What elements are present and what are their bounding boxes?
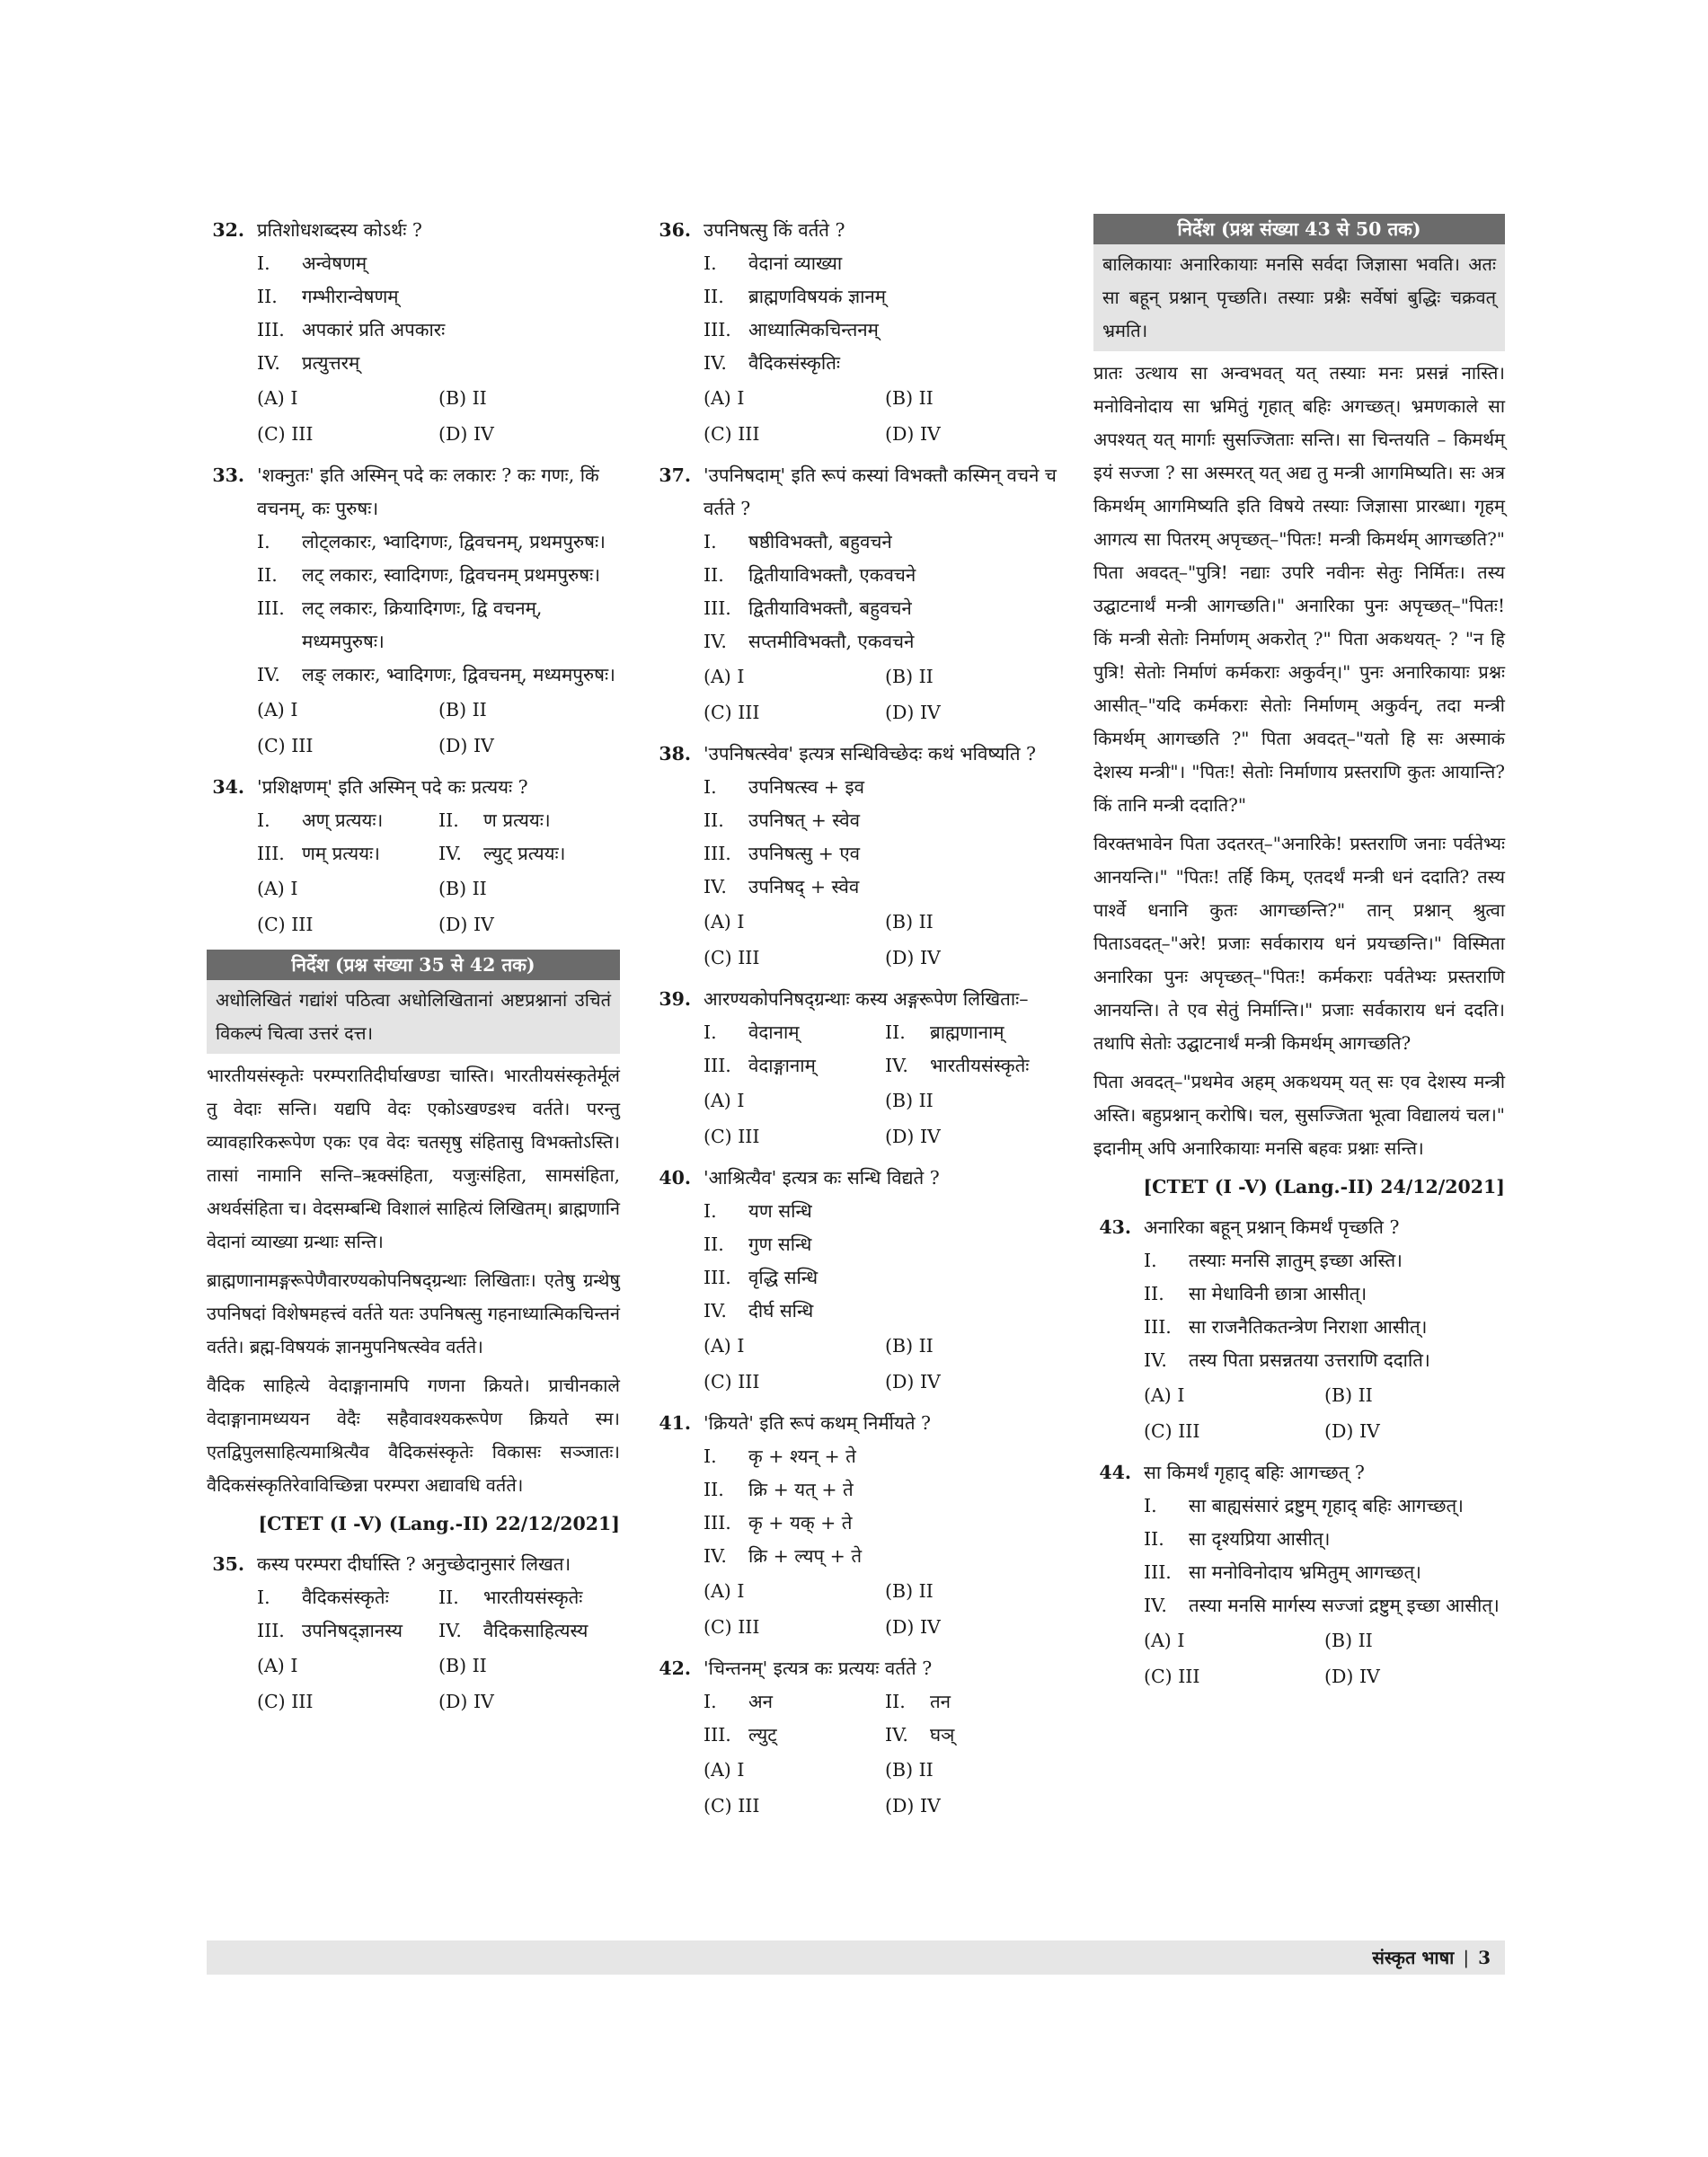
item-numeral: II.	[1144, 1283, 1164, 1304]
question-text: प्रतिशोधशब्दस्य कोऽर्थः ?	[257, 219, 422, 241]
item-numeral: I.	[704, 1445, 717, 1467]
item-text: सप्तमीविभक्तौ, एकवचने	[748, 631, 915, 652]
item-numeral: IV.	[885, 1724, 908, 1746]
item-numeral: III.	[704, 1267, 731, 1288]
item-text: गुण सन्धि	[748, 1233, 812, 1255]
item-numeral: III.	[704, 319, 731, 340]
item-text: ण प्रत्ययः।	[483, 809, 551, 831]
question-text: 'प्रशिक्षणम्' इति अस्मिन् पदे कः प्रत्ययः ?	[257, 776, 528, 798]
option-a: (A) I	[704, 1759, 745, 1781]
question-text: उपनिषत्सु किं वर्तते ?	[704, 219, 845, 241]
item-text: सा मनोविनोदाय भ्रमितुम् आगच्छत्।	[1189, 1561, 1421, 1583]
option-b: (B) II	[885, 666, 934, 687]
option-a: (A) I	[704, 911, 745, 933]
question-text: 'क्रियते' इति रूपं कथम् निर्मीयते ?	[704, 1412, 932, 1434]
item-numeral: II.	[704, 1233, 724, 1255]
question-text: आरण्यकोपनिषद्ग्रन्थाः कस्य अङ्गरूपेण लिखिताः–	[704, 988, 1029, 1010]
item-numeral: I.	[257, 1587, 270, 1608]
item-numeral: I.	[1144, 1495, 1157, 1516]
question-38	[653, 738, 1066, 976]
item-numeral: I.	[257, 809, 270, 831]
option-c: (C) III	[257, 735, 314, 756]
question-36	[653, 214, 1066, 452]
question-text: 'चिन्तनम्' इत्यत्र कः प्रत्ययः वर्तते ?	[704, 1658, 933, 1679]
option-d: (D) IV	[885, 423, 941, 445]
item-text: षष्ठीविभक्तौ, बहुवचने	[748, 531, 892, 553]
passage-paragraph: पिता अवदत्–"प्रथमेव अहम् अकथयम् यत् सः एव देशस्य मन्त्री अस्ति। बहुप्रश्नान् करोषि। चल, सुसज्जिता भूत्वा विद्यालयं चल।" इदानीम् अपि अनारिकायाः मनसि बहवः प्रश्नाः सन्ति।	[1093, 1071, 1505, 1159]
item-numeral: II.	[257, 286, 278, 307]
item-text: तस्य पिता प्रसन्नतया उत्तराणि ददाति।	[1189, 1349, 1430, 1371]
item-text: ल्युट्	[748, 1724, 777, 1746]
item-text: तन	[930, 1691, 951, 1712]
direction-body: बालिकायाः अनारिकायाः मनसि सर्वदा जिज्ञासा भवति। अतः सा बहून् प्रश्नान् पृच्छति। तस्याः प्रश्नैः सर्वेषां बुद्धिः चक्रवत् भ्रमति।	[1093, 244, 1505, 351]
item-text: वेदानां व्याख्या	[748, 252, 843, 274]
option-b: (B) II	[885, 1580, 934, 1602]
column-1	[207, 214, 620, 1727]
question-text: कस्य परम्परा दीर्घास्ति ? अनुच्छेदानुसारं लिखत।	[257, 1553, 571, 1575]
item-numeral: II.	[885, 1691, 906, 1712]
item-numeral: II.	[885, 1021, 906, 1043]
question-37	[653, 459, 1066, 730]
item-numeral: III.	[704, 843, 731, 864]
item-numeral: I.	[704, 1691, 717, 1712]
item-numeral: I.	[704, 1200, 717, 1222]
option-a: (A) I	[1144, 1384, 1185, 1406]
option-b: (B) II	[438, 387, 487, 409]
option-c: (C) III	[1144, 1666, 1200, 1687]
option-b: (B) II	[1324, 1384, 1373, 1406]
question-text: अनारिका बहून् प्रश्नान् किमर्थं पृच्छति ?	[1144, 1216, 1400, 1238]
option-d: (D) IV	[885, 1126, 941, 1147]
item-text: अण् प्रत्ययः।	[302, 809, 384, 831]
passage-paragraph: भारतीयसंस्कृतेः परम्परातिदीर्घाखण्डा चास्ति। भारतीयसंस्कृतेर्मूलं तु वेदाः सन्ति। यद्यपि वेदः एकोऽखण्डश्च वर्तते। परन्तु व्यावहारिकरूपेण एकः एव वेदः चतसृषु संहितासु विभक्तोऽस्ति। तासां नामानि सन्ति–ऋक्संहिता, यजुःसंहिता, सामसंहिता, अथर्वसंहिता च। वेदसम्बन्धि विशालं साहित्यं लिखितम्। ब्राह्मणानि वेदानां व्याख्या ग्रन्थाः सन्ति।	[207, 1065, 621, 1252]
item-text: घञ्	[930, 1724, 955, 1746]
item-numeral: II.	[257, 564, 278, 586]
footer-separator: |	[1463, 1947, 1470, 1968]
option-c: (C) III	[257, 914, 314, 935]
item-numeral: III.	[704, 1055, 731, 1076]
option-c: (C) III	[704, 1371, 760, 1392]
option-c: (C) III	[704, 423, 760, 445]
question-text: 'उपनिषत्स्वेव' इत्यत्र सन्धिविच्छेदः कथं भविष्यति ?	[704, 743, 1037, 765]
question-33	[207, 459, 620, 764]
item-text: ब्राह्मणानाम्	[930, 1021, 1004, 1043]
item-numeral: IV.	[257, 352, 280, 374]
option-c: (C) III	[257, 423, 314, 445]
page-footer	[207, 1940, 1505, 1975]
item-text: ल्युट् प्रत्ययः।	[483, 843, 566, 864]
item-text: लट् लकारः, स्वादिगणः, द्विवचनम् प्रथमपुरुषः।	[302, 564, 601, 586]
option-b: (B) II	[438, 699, 487, 720]
item-numeral: III.	[257, 319, 285, 340]
item-text: ब्राह्मणविषयकं ज्ञानम्	[748, 286, 887, 307]
source-citation: [CTET (I -V) (Lang.-II) 24/12/2021]	[1143, 1176, 1505, 1198]
option-b: (B) II	[885, 1335, 934, 1357]
item-text: वेदानाम्	[748, 1021, 800, 1043]
item-text: कृ + श्यन् + ते	[748, 1445, 856, 1467]
item-text: तस्याः मनसि ज्ञातुम् इच्छा अस्ति।	[1189, 1250, 1403, 1271]
item-numeral: I.	[1144, 1250, 1157, 1271]
option-b: (B) II	[1324, 1630, 1373, 1651]
passage-paragraph: प्रातः उत्थाय सा अन्वभवत् यत् तस्याः मनः प्रसन्नं नास्ति। मनोविनोदाय सा भ्रमितुं गृहात् बहिः अगच्छत्। भ्रमणकाले सा अपश्यत् यत् मार्गाः सुसज्जिताः सन्ति। सा चिन्तयति – किमर्थम् इयं सज्जा ? सा अस्मरत् यत् अद्य तु मन्त्री आगमिष्यति। सः अत्र किमर्थम् आगमिष्यति इति विषये तस्याः जिज्ञासा प्रारब्धा। गृहम् आगत्य सा पितरम् अपृच्छत्–"पितः! मन्त्री किमर्थम् आगच्छति?" पिता अवदत्–"पुत्रि! नद्याः उपरि नवीनः सेतुः निर्मितः। तस्य उद्घाटनार्थं मन्त्री आगच्छति।" अनारिका पुनः अपृच्छत्–"पितः! किं मन्त्री सेतोः निर्माणम् अकरोत् ?" पिता अकथयत्- ? "न हि पुत्रि! सेतोः निर्माणं कर्मकराः अकुर्वन्।" पुनः अनारिकायाः प्रश्नः आसीत्–"यदि कर्मकराः सेतोः निर्माणम् अकुर्वन्, तदा मन्त्री किमर्थम् आगच्छति ?" पिता अवदत्–"यतो हि सः अस्माकं देशस्य मन्त्री"। "पितः! सेतोः निर्माणाय प्रस्तराणि कुतः आयान्ति? किं तानि मन्त्री ददाति?"	[1093, 362, 1505, 816]
option-c: (C) III	[704, 947, 760, 968]
option-b: (B) II	[438, 1655, 487, 1676]
item-numeral: II.	[704, 564, 724, 586]
option-c: (C) III	[704, 702, 760, 723]
question-number: 41.	[659, 1412, 691, 1434]
item-numeral: III.	[257, 1620, 285, 1641]
column-3	[1093, 214, 1505, 1702]
item-numeral: III.	[704, 1724, 731, 1746]
option-d: (D) IV	[885, 702, 941, 723]
direction-body: अधोलिखितं गद्यांशं पठित्वा अधोलिखितानां अष्टप्रश्नानां उचितं विकल्पं चित्वा उत्तरं दत्त।	[207, 980, 620, 1054]
source-citation: [CTET (I -V) (Lang.-II) 22/12/2021]	[258, 1513, 620, 1534]
question-number: 38.	[659, 743, 691, 765]
question-34	[207, 771, 620, 942]
question-text: 'शक्नुतः' इति अस्मिन् पदे कः लकारः ? कः गणः, किं वचनम्, कः पुरुषः।	[257, 464, 599, 519]
option-a: (A) I	[257, 699, 298, 720]
item-numeral: IV.	[704, 631, 727, 652]
option-d: (D) IV	[885, 1616, 941, 1638]
item-text: सा राजनैतिकतन्त्रेण निराशा आसीत्।	[1189, 1316, 1428, 1338]
item-text: आध्यात्मिकचिन्तनम्	[748, 319, 879, 340]
option-c: (C) III	[704, 1795, 760, 1817]
option-c: (C) III	[704, 1616, 760, 1638]
page-number: 3	[1478, 1947, 1491, 1968]
item-text: अपकारं प्रति अपकारः	[302, 319, 446, 340]
item-numeral: IV.	[704, 352, 727, 374]
question-number: 43.	[1099, 1216, 1131, 1238]
option-c: (C) III	[1144, 1420, 1200, 1442]
item-numeral: III.	[1144, 1316, 1172, 1338]
item-text: क्रि + यत् + ते	[748, 1479, 854, 1500]
item-text: सा बाह्यसंसारं द्रष्टुम् गृहाद् बहिः आगच्छत्।	[1189, 1495, 1464, 1516]
option-a: (A) I	[257, 878, 298, 899]
question-number: 36.	[659, 219, 691, 241]
item-text: लट् लकारः, क्रियादिगणः, द्वि वचनम्, मध्यमपुरुषः।	[302, 597, 543, 652]
option-a: (A) I	[704, 387, 745, 409]
item-text: उपनिषद्ज्ञानस्य	[302, 1620, 403, 1641]
item-numeral: IV.	[438, 1620, 462, 1641]
item-numeral: III.	[1144, 1561, 1172, 1583]
item-text: द्वितीयाविभक्तौ, एकवचने	[748, 564, 916, 586]
item-text: उपनिषद् + स्वेव	[748, 876, 860, 897]
item-text: सा दृश्यप्रिया आसीत्।	[1189, 1528, 1331, 1550]
item-text: उपनिषत् + स्वेव	[748, 809, 861, 831]
option-d: (D) IV	[438, 423, 494, 445]
item-text: उपनिषत्सु + एव	[748, 843, 861, 864]
item-numeral: IV.	[704, 876, 727, 897]
option-d: (D) IV	[438, 914, 494, 935]
option-b: (B) II	[885, 911, 934, 933]
question-41	[653, 1407, 1066, 1645]
item-numeral: IV.	[438, 843, 462, 864]
item-numeral: III.	[704, 1512, 731, 1534]
item-numeral: II.	[1144, 1528, 1164, 1550]
option-a: (A) I	[704, 1090, 745, 1111]
direction-title: निर्देश (प्रश्न संख्या 35 से 42 तक)	[207, 950, 620, 980]
question-35	[207, 1548, 620, 1719]
item-numeral: II.	[704, 286, 724, 307]
item-text: यण सन्धि	[748, 1200, 812, 1222]
item-numeral: I.	[704, 1021, 717, 1043]
question-number: 35.	[212, 1553, 244, 1575]
item-numeral: I.	[257, 252, 270, 274]
subject-label: संस्कृत भाषा	[1372, 1947, 1455, 1968]
item-numeral: IV.	[1144, 1349, 1167, 1371]
item-text: अन	[748, 1691, 774, 1712]
item-numeral: IV.	[257, 664, 280, 685]
question-42	[653, 1652, 1066, 1824]
item-numeral: I.	[257, 531, 270, 553]
passage-paragraph: विरक्तभावेन पिता उदतरत्–"अनारिके! प्रस्तराणि जनाः पर्वतेभ्यः आनयन्ति।" "पितः! तर्हि किम्, एतदर्थं मन्त्री धनं ददाति? तस्य पार्श्वे धनानि कुतः आगच्छन्ति?" तान् प्रश्नान् श्रुत्वा पिताऽवदत्–"अरे! प्रजाः सर्वकाराय धनं प्रयच्छन्ति।" विस्मिता अनारिका पुनः अपृच्छत्–"पितः! कर्मकराः पर्वतेभ्यः प्रस्तराणि आनयन्ति। ते एव सेतुं निर्मान्ति।" प्रजाः सर्वकाराय धनं ददति। तथापि सेतोः उद्घाटनार्थं मन्त्री किमर्थम् आगच्छति?	[1093, 833, 1505, 1054]
question-text: 'आश्रित्यैव' इत्यत्र कः सन्धि विद्यते ?	[704, 1167, 940, 1189]
item-numeral: IV.	[885, 1055, 908, 1076]
question-39	[653, 983, 1066, 1154]
item-numeral: I.	[704, 252, 717, 274]
item-text: द्वितीयाविभक्तौ, बहुवचने	[748, 597, 912, 619]
item-numeral: III.	[257, 843, 285, 864]
item-text: वैदिकसाहित्यस्य	[483, 1620, 589, 1641]
direction-title: निर्देश (प्रश्न संख्या 43 से 50 तक)	[1093, 214, 1505, 244]
item-text: दीर्घ सन्धि	[748, 1300, 814, 1322]
item-numeral: II.	[438, 809, 459, 831]
item-text: क्रि + ल्यप् + ते	[748, 1545, 863, 1567]
option-d: (D) IV	[438, 735, 494, 756]
option-a: (A) I	[257, 387, 298, 409]
item-numeral: IV.	[704, 1300, 727, 1322]
option-a: (A) I	[704, 666, 745, 687]
item-text: लोट्लकारः, भ्वादिगणः, द्विवचनम्, प्रथमपुरुषः।	[302, 531, 606, 553]
option-d: (D) IV	[1324, 1666, 1380, 1687]
item-text: वैदिकसंस्कृतिः	[748, 352, 841, 374]
item-text: सा मेधाविनी छात्रा आसीत्।	[1189, 1283, 1367, 1304]
question-text: 'उपनिषदाम्' इति रूपं कस्यां विभक्तौ कस्मिन् वचने च वर्तते ?	[704, 464, 1057, 519]
option-a: (A) I	[704, 1335, 745, 1357]
item-text: लङ् लकारः, भ्वादिगणः, द्विवचनम्, मध्यमपुरुषः।	[302, 664, 615, 685]
item-numeral: II.	[704, 1479, 724, 1500]
option-a: (A) I	[704, 1580, 745, 1602]
item-text: णम् प्रत्ययः।	[302, 843, 380, 864]
item-numeral: III.	[257, 597, 285, 619]
question-number: 37.	[659, 464, 691, 486]
question-40	[653, 1162, 1066, 1400]
item-numeral: IV.	[1144, 1595, 1167, 1616]
option-d: (D) IV	[885, 1371, 941, 1392]
passage-paragraph: वैदिक साहित्ये वेदाङ्गानामपि गणना क्रियते। प्राचीनकाले वेदाङ्गानामध्ययन वेदैः सहैवावश्यकरूपेण क्रियते स्म। एतद्विपुलसाहित्यमाश्रित्यैव वैदिकसंस्कृतेः विकासः सञ्जातः। वैदिकसंस्कृतिरेवाविच्छिन्ना परम्परा अद्यावधि वर्तते।	[207, 1375, 620, 1496]
item-text: अन्वेषणम्	[302, 252, 367, 274]
option-b: (B) II	[438, 878, 487, 899]
option-a: (A) I	[257, 1655, 298, 1676]
item-text: गम्भीरान्वेषणम्	[302, 286, 399, 307]
item-text: तस्या मनसि मार्गस्य सज्जां द्रष्टुम् इच्छा आसीत्।	[1189, 1595, 1500, 1616]
item-text: वृद्धि सन्धि	[748, 1267, 819, 1288]
option-b: (B) II	[885, 387, 934, 409]
question-number: 34.	[212, 776, 244, 798]
item-text: भारतीयसंस्कृतेः	[930, 1055, 1030, 1076]
item-numeral: II.	[704, 809, 724, 831]
option-c: (C) III	[704, 1126, 760, 1147]
column-2	[653, 214, 1066, 1831]
item-text: प्रत्युत्तरम्	[302, 352, 360, 374]
question-text: सा किमर्थं गृहाद् बहिः आगच्छत् ?	[1144, 1462, 1365, 1483]
option-a: (A) I	[1144, 1630, 1185, 1651]
option-c: (C) III	[257, 1691, 314, 1712]
passage-paragraph: ब्राह्मणानामङ्गरूपेणैवारण्यकोपनिषद्ग्रन्थाः लिखिताः। एतेषु ग्रन्थेषु उपनिषदां विशेषमहत्त्वं वर्तते यतः उपनिषत्सु गहनाध्यात्मिकचिन्तनं वर्तते। ब्रह्म-विषयकं ज्ञानमुपनिषत्स्वेव वर्तते।	[207, 1269, 620, 1357]
item-numeral: II.	[438, 1587, 459, 1608]
item-numeral: III.	[704, 597, 731, 619]
option-b: (B) II	[885, 1090, 934, 1111]
item-numeral: I.	[704, 776, 717, 798]
item-text: भारतीयसंस्कृतेः	[483, 1587, 583, 1608]
question-32	[207, 214, 620, 452]
option-d: (D) IV	[885, 1795, 941, 1817]
question-44	[1093, 1456, 1505, 1694]
item-text: वैदिकसंस्कृतेः	[302, 1587, 389, 1608]
option-b: (B) II	[885, 1759, 934, 1781]
item-text: वेदाङ्गानाम्	[748, 1055, 816, 1076]
question-number: 40.	[659, 1167, 691, 1189]
option-d: (D) IV	[885, 947, 941, 968]
question-number: 42.	[659, 1658, 691, 1679]
question-number: 32.	[212, 219, 244, 241]
question-number: 39.	[659, 988, 691, 1010]
footer-text	[1372, 1940, 1491, 1975]
question-number: 33.	[212, 464, 244, 486]
question-43	[1093, 1211, 1505, 1449]
item-numeral: I.	[704, 531, 717, 553]
question-number: 44.	[1099, 1462, 1131, 1483]
option-d: (D) IV	[1324, 1420, 1380, 1442]
item-text: कृ + यक् + ते	[748, 1512, 853, 1534]
option-d: (D) IV	[438, 1691, 494, 1712]
item-text: उपनिषत्स्व + इव	[748, 776, 865, 798]
item-numeral: IV.	[704, 1545, 727, 1567]
